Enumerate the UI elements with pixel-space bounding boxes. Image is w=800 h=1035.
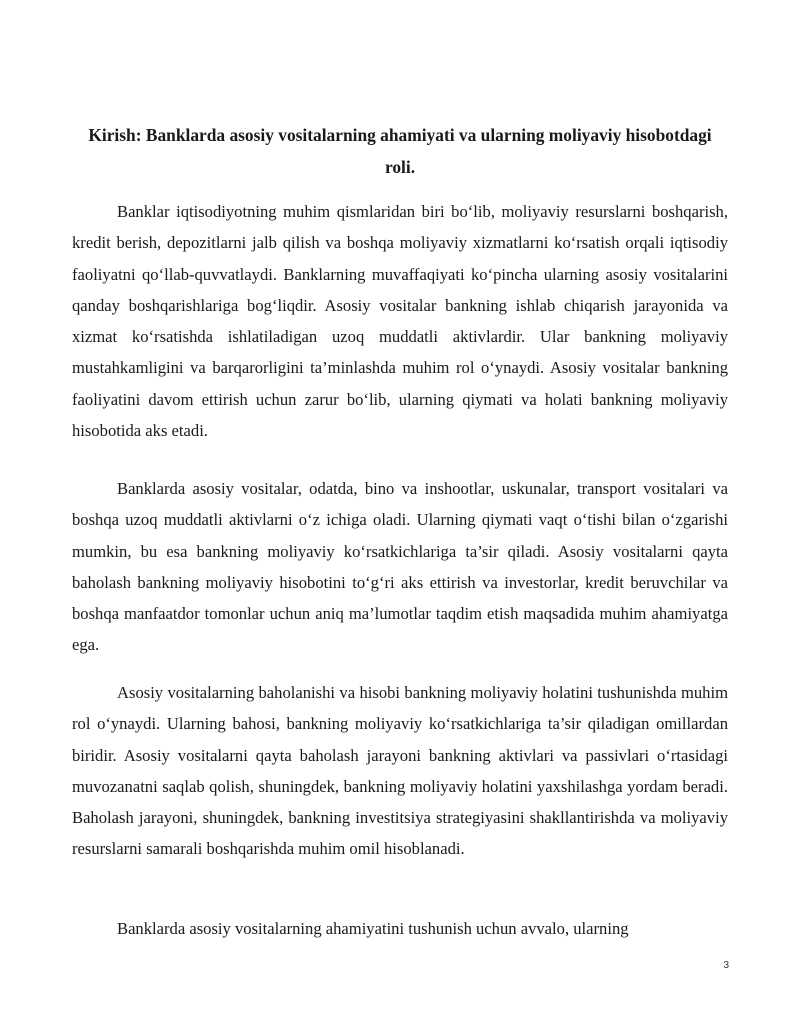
paragraph-text: Banklarda asosiy vositalar, odatda, bino va inshootlar, uskunalar, transport vositalari va boshqa uzoq muddatli aktivlarni o‘z ichiga oladi. Ularning qiymati vaqt o‘tishi bilan o‘zgarishi mumkin, bu esa bankning moliyaviy ko‘rsatkichlariga ta’sir qiladi. Asosiy vositalarni qayta baholash bankning moliyaviy hisobotini to‘g‘ri aks ettirish va investorlar, kredit beruvchilar va boshqa manfaatdor tomonlar uchun aniq ma’lumotlar taqdim etish maqsadida muhim ahamiyatga ega. — [72, 479, 728, 655]
paragraph-3 — [72, 677, 728, 865]
paragraph-text: Asosiy vositalarning baholanishi va hisobi bankning moliyaviy holatini tushunishda muhim rol o‘ynaydi. Ularning bahosi, bankning moliyaviy ko‘rsatkichlariga ta’sir qiladigan omillardan biridir. Asosiy vositalarni qayta baholash jarayoni bankning aktivlari va passivlari o‘rtasidagi muvozanatni saqlab qolish, shuningdek, bankning moliyaviy holatini yaxshilashga yordam beradi. Baholash jarayoni, shuningdek, bankning investitsiya strategiyasini shakllantirishda va moliyaviy resurslarni samarali boshqarishda muhim omil hisoblanadi. — [72, 683, 728, 859]
paragraph-text: Banklar iqtisodiyotning muhim qismlaridan biri bo‘lib, moliyaviy resurslarni boshqarish, kredit berish, depozitlarni jalb qilish va boshqa moliyaviy xizmatlarni ko‘rsatish orqali iqtisodiy faoliyatni qo‘llab-quvvatlaydi. Banklarning muvaffaqiyati ko‘pincha ularning asosiy vositalarini qanday boshqarishlariga bog‘liqdir. Asosiy vositalar bankning ishlab chiqarish jarayonida va xizmat ko‘rsatishda ishlatiladigan uzoq muddatli aktivlardir. Ular bankning moliyaviy mustahkamligini va barqarorligini ta’minlashda muhim rol o‘ynaydi. Asosiy vositalar bankning faoliyatini davom ettirish uchun zarur bo‘lib, ularning qiymati va holati bankning moliyaviy hisobotida aks etadi. — [72, 202, 728, 441]
page-number: 3 — [723, 960, 729, 971]
paragraph-4 — [72, 913, 728, 944]
section-title: Kirish: Banklarda asosiy vositalarning ahamiyati va ularning moliyaviy hisobotdagi roli. — [88, 125, 712, 177]
paragraph-text: Banklarda asosiy vositalarning ahamiyatini tushunish uchun avvalo, ularning — [117, 919, 629, 938]
paragraph-1 — [72, 196, 728, 446]
paragraph-2 — [72, 473, 728, 661]
